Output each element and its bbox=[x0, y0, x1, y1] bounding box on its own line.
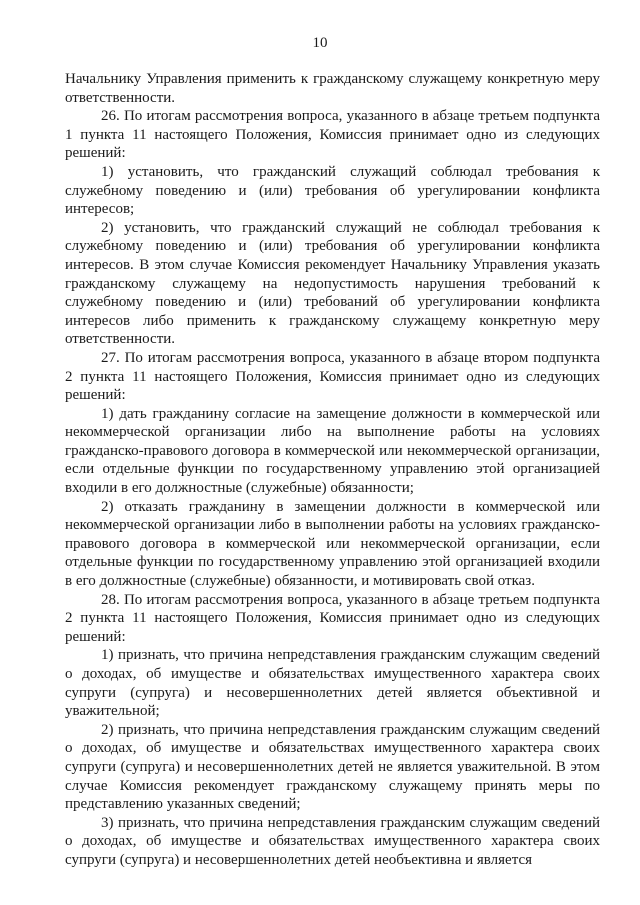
paragraph: 28. По итогам рассмотрения вопроса, указанного в абзаце третьем подпункта 2 пункта 11 настоящего Положения, Комиссия принимает одно из следующих решений: bbox=[65, 591, 600, 645]
document-body bbox=[65, 70, 600, 870]
paragraph: 26. По итогам рассмотрения вопроса, указанного в абзаце третьем подпункта 1 пункта 11 настоящего Положения, Комиссия принимает одно из следующих решений: bbox=[65, 108, 600, 162]
paragraph: 1) признать, что причина непредставления гражданским служащим сведений о доходах, об имуществе и обязательствах имущественного характера своих супруги (супруга) и несовершеннолетних детей является объективной и уважительной; bbox=[65, 647, 600, 720]
paragraph: 27. По итогам рассмотрения вопроса, указанного в абзаце втором подпункта 2 пункта 11 настоящего Положения, Комиссия принимает одно из следующих решений: bbox=[65, 349, 600, 404]
paragraph: Начальнику Управления применить к гражданскому служащему конкретную меру ответственности. bbox=[65, 71, 600, 106]
page-number: 10 bbox=[312, 35, 328, 51]
paragraph: 1) дать гражданину согласие на замещение должности в коммерческой или некоммерческой организации либо на выполнение работы на условиях гражданско-правового договора в коммерческой или некоммерческой организации, если отдельные функции по государственному управлению этой организацией входили в его должностные (служебные) обязанности; bbox=[65, 405, 600, 497]
paragraph: 2) отказать гражданину в замещении должности в коммерческой или некоммерческой организации либо в выполнении работы на условиях гражданско-правового договора в коммерческой или некоммерческой организации, если отдельные функции по государственному управлению этой организацией входили в его должностные (служебные) обязанности, и мотивировать свой отказ. bbox=[65, 498, 600, 590]
paragraph: 2) признать, что причина непредставления гражданским служащим сведений о доходах, об имуществе и обязательствах имущественного характера своих супруги (супруга) и несовершеннолетних детей не является уважительной. В этом случае Комиссия рекомендует гражданскому служащему принять меры по представлению указанных сведений; bbox=[65, 721, 600, 813]
paragraph: 3) признать, что причина непредставления гражданским служащим сведений о доходах, об имуществе и обязательствах имущественного характера своих супруги (супруга) и несовершеннолетних детей необъективна и является bbox=[65, 814, 600, 868]
paragraph: 1) установить, что гражданский служащий соблюдал требования к служебному поведению и (или) требования об урегулировании конфликта интересов; bbox=[65, 163, 600, 218]
paragraph: 2) установить, что гражданский служащий не соблюдал требования к служебному поведению и (или) требования об урегулировании конфликта интересов. В этом случае Комиссия рекомендует Начальнику Управления указать гражданскому служащему на недопустимость нарушения требований к служебному поведению и (или) требований об урегулировании конфликта интересов либо применить к гражданскому служащему конкретную меру ответственности. bbox=[65, 219, 600, 348]
